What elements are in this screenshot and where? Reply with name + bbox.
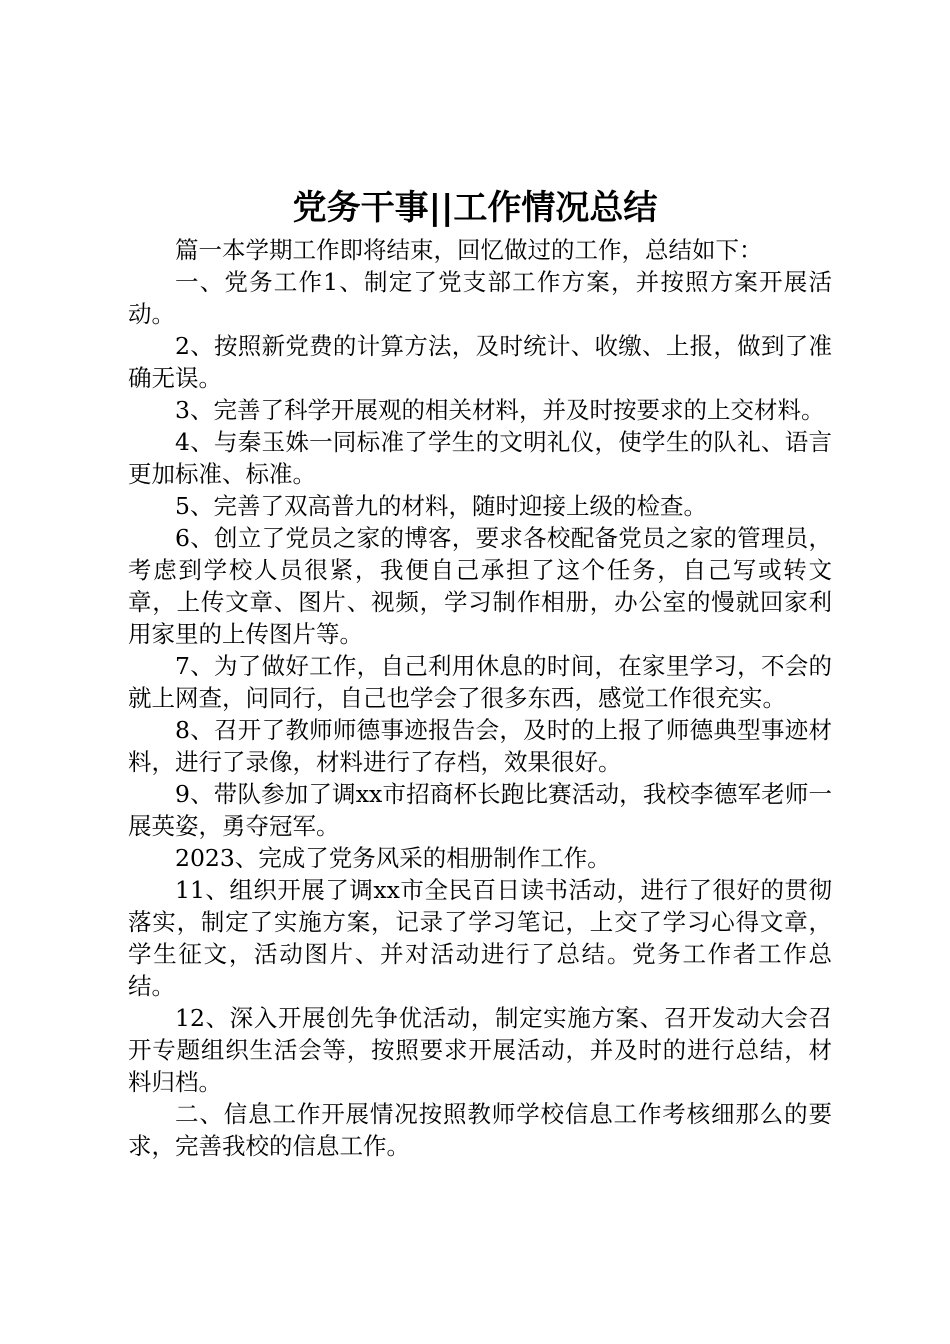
- paragraph: 二、信息工作开展情况按照教师学校信息工作考核细那么的要求，完善我校的信息工作。: [128, 1100, 832, 1160]
- paragraph: 9、带队参加了调xx市招商杯长跑比赛活动，我校李德军老师一展英姿，勇夺冠军。: [128, 780, 832, 840]
- paragraph: 2023、完成了党务风采的相册制作工作。: [175, 844, 611, 872]
- paragraph: 6、创立了党员之家的博客，要求各校配备党员之家的管理员，考虑到学校人员很紧，我便自己承担了这个任务，自己写或转文章，上传文章、图片、视频，学习制作相册，办公室的慢就回家利用家里的上传图片等。: [128, 524, 832, 648]
- paragraph: 一、党务工作1、制定了党支部工作方案，并按照方案开展活动。: [128, 268, 832, 328]
- paragraph: 11、组织开展了调xx市全民百日读书活动，进行了很好的贯彻落实，制定了实施方案，记录了学习笔记，上交了学习心得文章，学生征文，活动图片、并对活动进行了总结。党务工作者工作总结。: [128, 876, 832, 1000]
- paragraph: 3、完善了科学开展观的相关材料，并及时按要求的上交材料。: [175, 396, 825, 424]
- paragraph: 5、完善了双高普九的材料，随时迎接上级的检查。: [175, 492, 707, 520]
- paragraph: 篇一本学期工作即将结束，回忆做过的工作，总结如下：: [175, 236, 763, 264]
- paragraph: 4、与秦玉姝一同标准了学生的文明礼仪，使学生的队礼、语言更加标准、标准。: [128, 428, 832, 488]
- document-body: [128, 234, 832, 1162]
- paragraph: 12、深入开展创先争优活动，制定实施方案、召开发动大会召开专题组织生活会等，按照要求开展活动，并及时的进行总结，材料归档。: [128, 1004, 832, 1096]
- page-title: 党务干事||工作情况总结: [292, 188, 658, 228]
- paragraph: 8、召开了教师师德事迹报告会，及时的上报了师德典型事迹材料，进行了录像，材料进行了存档，效果很好。: [128, 716, 832, 776]
- paragraph: 2、按照新党费的计算方法，及时统计、收缴、上报，做到了准确无误。: [128, 332, 832, 392]
- paragraph: 7、为了做好工作，自己利用休息的时间，在家里学习，不会的就上网查，问同行，自己也学会了很多东西，感觉工作很充实。: [128, 652, 832, 712]
